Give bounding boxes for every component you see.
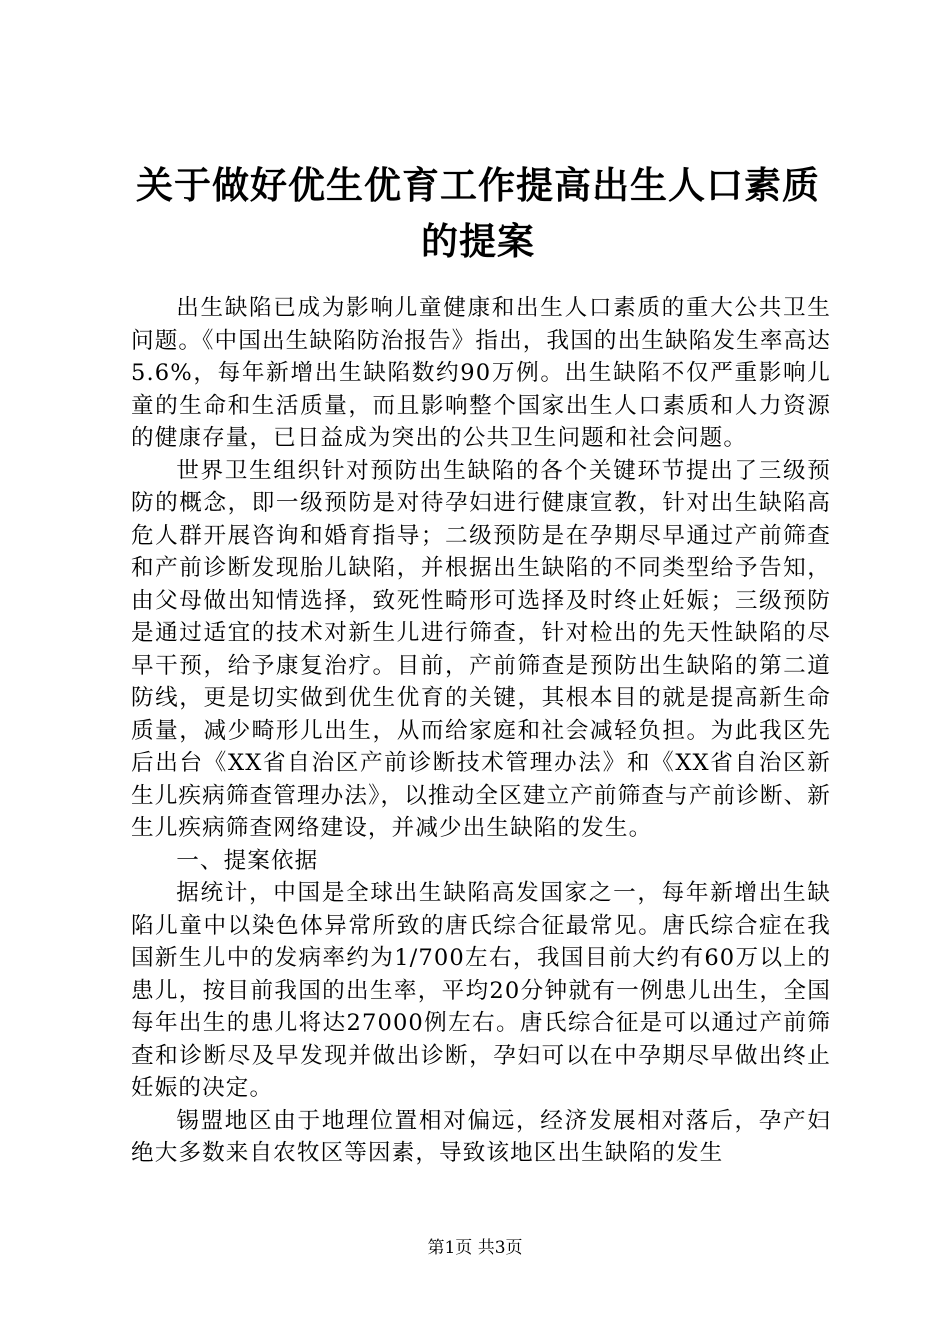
document-body bbox=[131, 292, 831, 1170]
paragraph: 出生缺陷已成为影响儿童健康和出生人口素质的重大公共卫生问题。《中国出生缺陷防治报告》指出，我国的出生缺陷发生率高达5.6%，每年新增出生缺陷数约90万例。出生缺陷不仅严重影响儿童的生命和生活质量，而且影响整个国家出生人口素质和人力资源的健康存量，已日益成为突出的公共卫生问题和社会问题。 bbox=[131, 295, 831, 451]
document-title: 关于做好优生优育工作提高出生人口素质的提案 bbox=[136, 164, 820, 263]
page-footer: 第1页 共3页 bbox=[427, 1238, 523, 1258]
section-heading: 一、提案依据 bbox=[176, 847, 319, 874]
paragraph: 锡盟地区由于地理位置相对偏远，经济发展相对落后，孕产妇绝大多数来自农牧区等因素，导致该地区出生缺陷的发生 bbox=[131, 1107, 831, 1166]
paragraph: 据统计，中国是全球出生缺陷高发国家之一，每年新增出生缺陷儿童中以染色体异常所致的唐氏综合征最常见。唐氏综合症在我国新生儿中的发病率约为1/700左右，我国目前大约有60万以上的患儿，按目前我国的出生率，平均20分钟就有一例患儿出生，全国每年出生的患儿将达27000例左右。唐氏综合征是可以通过产前筛查和诊断尽及早发现并做出诊断，孕妇可以在中孕期尽早做出终止妊娠的决定。 bbox=[131, 880, 831, 1101]
paragraph: 世界卫生组织针对预防出生缺陷的各个关键环节提出了三级预防的概念，即一级预防是对待孕妇进行健康宣教，针对出生缺陷高危人群开展咨询和婚育指导；二级预防是在孕期尽早通过产前筛查和产前诊断发现胎儿缺陷，并根据出生缺陷的不同类型给予告知，由父母做出知情选择，致死性畸形可选择及时终止妊娠；三级预防是通过适宜的技术对新生儿进行筛查，针对检出的先天性缺陷的尽早干预，给予康复治疗。目前，产前筛查是预防出生缺陷的第二道防线，更是切实做到优生优育的关键，其根本目的就是提高新生命质量，减少畸形儿出生，从而给家庭和社会减轻负担。为此我区先后出台《XX省自治区产前诊断技术管理办法》和《XX省自治区新生儿疾病筛查管理办法》，以推动全区建立产前筛查与产前诊断、新生儿疾病筛查网络建设，并减少出生缺陷的发生。 bbox=[131, 457, 831, 841]
